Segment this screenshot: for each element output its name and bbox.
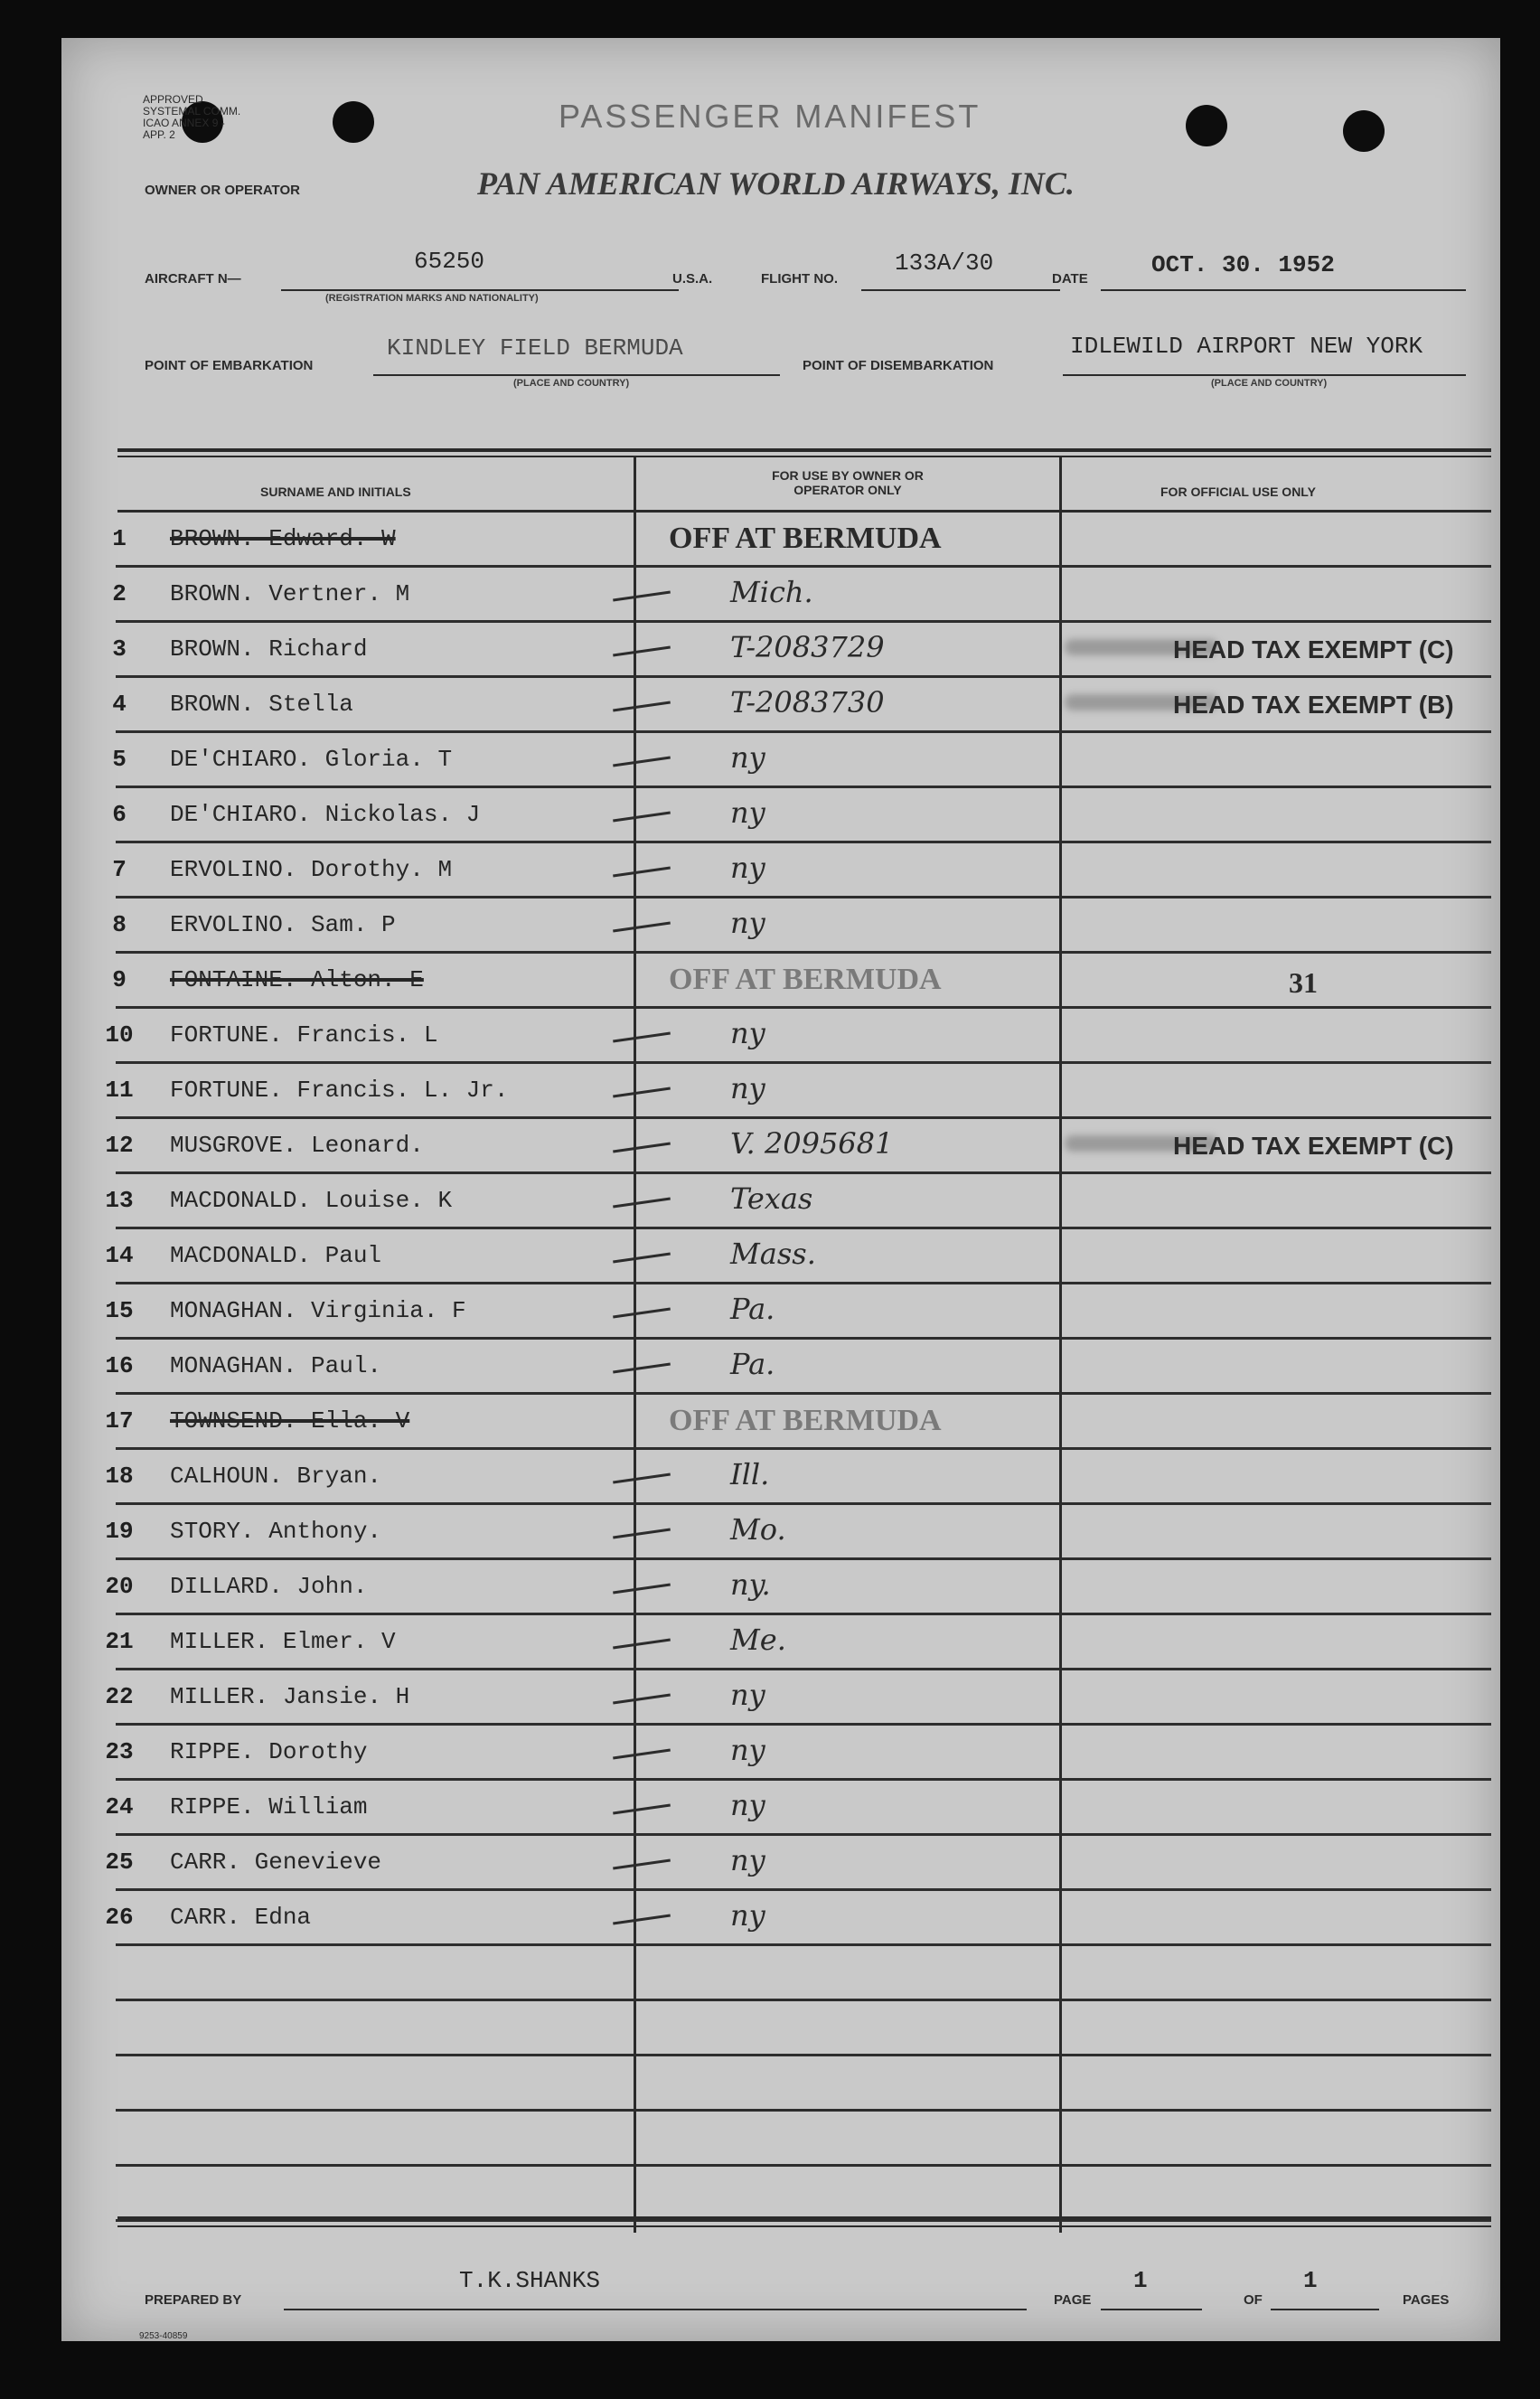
table-row [61, 513, 1500, 568]
surname-header: SURNAME AND INITIALS [260, 485, 411, 499]
check-mark [613, 1253, 671, 1264]
owner-note: ny [730, 1898, 765, 1933]
check-mark [613, 1473, 671, 1484]
row-number: 25 [105, 1849, 134, 1876]
manifest-page [61, 38, 1500, 2341]
owner-note: ny [730, 851, 765, 885]
table-row [61, 2056, 1500, 2112]
aircraft-label: AIRCRAFT N— [145, 271, 241, 287]
owner-note: Ill. [730, 1457, 770, 1491]
head-tax-stamp: HEAD TAX EXEMPT (C) [1173, 635, 1454, 663]
check-mark [613, 812, 671, 823]
row-number: 7 [112, 856, 127, 883]
check-mark [613, 757, 671, 767]
table-row [61, 733, 1500, 788]
page-number: 1 [1133, 2267, 1148, 2294]
punch-hole [1343, 110, 1385, 152]
check-mark [613, 1032, 671, 1043]
check-mark [613, 1749, 671, 1760]
owner-note: Me. [730, 1623, 786, 1657]
check-mark [613, 922, 671, 933]
owner-note: Mass. [730, 1237, 816, 1271]
passenger-name: MUSGROVE. Leonard. [170, 1132, 424, 1159]
check-mark [613, 1804, 671, 1815]
embarkation-value: KINDLEY FIELD BERMUDA [387, 334, 683, 362]
owner-note: ny [730, 795, 765, 830]
row-number: 10 [105, 1021, 134, 1049]
check-mark [613, 1087, 671, 1098]
row-number: 23 [105, 1738, 134, 1765]
owner-use-header: FOR USE BY OWNER OR OPERATOR ONLY [772, 468, 924, 497]
row-number: 6 [112, 801, 127, 828]
check-mark [613, 1694, 671, 1705]
row-number: 11 [105, 1077, 134, 1104]
check-mark [613, 646, 671, 657]
passenger-name: CALHOUN. Bryan. [170, 1463, 382, 1490]
check-mark [613, 1529, 671, 1539]
owner-label: OWNER OR OPERATOR [145, 183, 300, 198]
table-row [61, 2167, 1500, 2222]
passenger-name: MILLER. Elmer. V [170, 1628, 396, 1655]
table-row [61, 2001, 1500, 2056]
owner-note: T-2083730 [730, 685, 885, 720]
check-mark [613, 1143, 671, 1153]
table-row [61, 843, 1500, 898]
table-row [61, 1174, 1500, 1229]
row-number: 21 [105, 1628, 134, 1655]
passenger-name: MACDONALD. Louise. K [170, 1187, 453, 1214]
passenger-name: CARR. Edna [170, 1904, 312, 1931]
passenger-name: BROWN. Stella [170, 691, 353, 718]
owner-note: ny [730, 906, 765, 940]
table-row [61, 1119, 1500, 1174]
owner-note: V. 2095681 [730, 1126, 894, 1161]
table-row [61, 1726, 1500, 1781]
passenger-name: MONAGHAN. Paul. [170, 1352, 382, 1379]
row-number: 19 [105, 1518, 134, 1545]
check-mark [613, 1198, 671, 1209]
row-number: 15 [105, 1297, 134, 1324]
disembarkation-caption: (PLACE AND COUNTRY) [1211, 378, 1328, 389]
passenger-name: ERVOLINO. Dorothy. M [170, 856, 453, 883]
head-tax-stamp: HEAD TAX EXEMPT (B) [1173, 691, 1454, 719]
row-number: 20 [105, 1573, 134, 1600]
row-number: 17 [105, 1407, 134, 1435]
table-row [61, 898, 1500, 954]
passenger-name: DE'CHIARO. Gloria. T [170, 746, 453, 773]
passenger-name: BROWN. Edward. W [170, 525, 396, 552]
owner-note: ny. [730, 1567, 771, 1602]
table-row [61, 1284, 1500, 1340]
passenger-name: RIPPE. William [170, 1793, 368, 1820]
owner-note: Mo. [730, 1512, 786, 1547]
passenger-name: DILLARD. John. [170, 1573, 368, 1600]
owner-note: ny [730, 1678, 765, 1712]
passenger-name: MACDONALD. Paul [170, 1242, 382, 1269]
table-row [61, 1395, 1500, 1450]
table-row [61, 1891, 1500, 1946]
of-label: OF [1244, 2292, 1263, 2308]
table-row [61, 1670, 1500, 1726]
row-number: 9 [112, 966, 127, 993]
table-row [61, 1009, 1500, 1064]
table-row [61, 568, 1500, 623]
owner-note: ny [730, 740, 765, 775]
page-label: PAGE [1054, 2292, 1092, 2308]
owner-note: Mich. [730, 575, 813, 609]
owner-note: ny [730, 1016, 765, 1050]
off-at-stamp: OFF AT BERMUDA [669, 963, 942, 996]
official-use-header: FOR OFFICIAL USE ONLY [1160, 485, 1316, 499]
row-number: 2 [112, 580, 127, 607]
passenger-name: STORY. Anthony. [170, 1518, 382, 1545]
owner-note: Pa. [730, 1292, 775, 1326]
owner-note: Texas [730, 1181, 813, 1216]
table-row [61, 1064, 1500, 1119]
form-code: APPROVED SYSTEMAL COMM. ICAO ANNEX 9 - APP. 2 [143, 93, 241, 141]
check-mark [613, 1584, 671, 1595]
passenger-name: MONAGHAN. Virginia. F [170, 1297, 466, 1324]
row-number: 8 [112, 911, 127, 938]
row-number: 4 [112, 691, 127, 718]
passenger-name: FONTAINE. Alton. E [170, 966, 424, 993]
check-mark [613, 1859, 671, 1870]
row-number: 22 [105, 1683, 134, 1710]
row-number: 26 [105, 1904, 134, 1931]
passenger-name: RIPPE. Dorothy [170, 1738, 368, 1765]
aircraft-value: 65250 [414, 248, 485, 275]
off-at-stamp: OFF AT BERMUDA [669, 522, 942, 555]
table-row [61, 954, 1500, 1009]
disembarkation-label: POINT OF DISEMBARKATION [803, 358, 994, 373]
passenger-name: TOWNSEND. Ella. V [170, 1407, 410, 1435]
row-number: 5 [112, 746, 127, 773]
row-number: 24 [105, 1793, 134, 1820]
registration-caption: (REGISTRATION MARKS AND NATIONALITY) [325, 293, 539, 304]
check-mark [613, 1308, 671, 1319]
prepared-by-label: PREPARED BY [145, 2292, 242, 2308]
row-number: 3 [112, 635, 127, 663]
owner-note: ny [730, 1843, 765, 1877]
row-number: 13 [105, 1187, 134, 1214]
table-row [61, 1229, 1500, 1284]
table-row [61, 2112, 1500, 2167]
check-mark [613, 1363, 671, 1374]
passenger-name: MILLER. Jansie. H [170, 1683, 410, 1710]
table-row [61, 623, 1500, 678]
embarkation-caption: (PLACE AND COUNTRY) [513, 378, 630, 389]
owner-note: Pa. [730, 1347, 775, 1381]
pages-label: PAGES [1403, 2292, 1450, 2308]
flight-number: 133A/30 [895, 249, 994, 277]
passenger-name: FORTUNE. Francis. L [170, 1021, 438, 1049]
owner-note: T-2083729 [730, 630, 885, 664]
flight-label: FLIGHT NO. [761, 271, 838, 287]
page-total: 1 [1303, 2267, 1318, 2294]
row-number: 18 [105, 1463, 134, 1490]
check-mark [613, 701, 671, 712]
table-row [61, 788, 1500, 843]
table-row [61, 1781, 1500, 1836]
passenger-name: BROWN. Richard [170, 635, 368, 663]
row-number: 16 [105, 1352, 134, 1379]
official-count: 31 [1289, 966, 1318, 999]
passenger-name: DE'CHIARO. Nickolas. J [170, 801, 481, 828]
date-label: DATE [1052, 271, 1088, 287]
check-mark [613, 1639, 671, 1650]
table-row [61, 1450, 1500, 1505]
passenger-name: FORTUNE. Francis. L. Jr. [170, 1077, 509, 1104]
footer-code: 9253-40859 [139, 2331, 188, 2341]
table-row [61, 1946, 1500, 2001]
embarkation-label: POINT OF EMBARKATION [145, 358, 314, 373]
table-row [61, 678, 1500, 733]
off-at-stamp: OFF AT BERMUDA [669, 1404, 942, 1437]
owner-value: PAN AMERICAN WORLD AIRWAYS, INC. [477, 165, 1075, 202]
check-mark [613, 591, 671, 602]
table-row [61, 1505, 1500, 1560]
owner-note: ny [730, 1071, 765, 1105]
passenger-name: ERVOLINO. Sam. P [170, 911, 396, 938]
check-mark [613, 867, 671, 878]
owner-note: ny [730, 1788, 765, 1822]
table-row [61, 1560, 1500, 1615]
punch-hole [333, 101, 374, 143]
passenger-name: CARR. Genevieve [170, 1849, 382, 1876]
usa-label: U.S.A. [672, 271, 713, 287]
row-number: 1 [112, 525, 127, 552]
table-row [61, 1836, 1500, 1891]
punch-hole [1186, 105, 1227, 146]
page-title: PASSENGER MANIFEST [559, 98, 981, 135]
head-tax-stamp: HEAD TAX EXEMPT (C) [1173, 1132, 1454, 1160]
row-number: 14 [105, 1242, 134, 1269]
disembarkation-value: IDLEWILD AIRPORT NEW YORK [1070, 333, 1423, 360]
owner-note: ny [730, 1733, 765, 1767]
row-number: 12 [105, 1132, 134, 1159]
flight-date: OCT. 30. 1952 [1151, 251, 1335, 278]
table-row [61, 1615, 1500, 1670]
passenger-name: BROWN. Vertner. M [170, 580, 410, 607]
prepared-by-value: T.K.SHANKS [459, 2267, 601, 2294]
table-row [61, 1340, 1500, 1395]
check-mark [613, 1914, 671, 1925]
